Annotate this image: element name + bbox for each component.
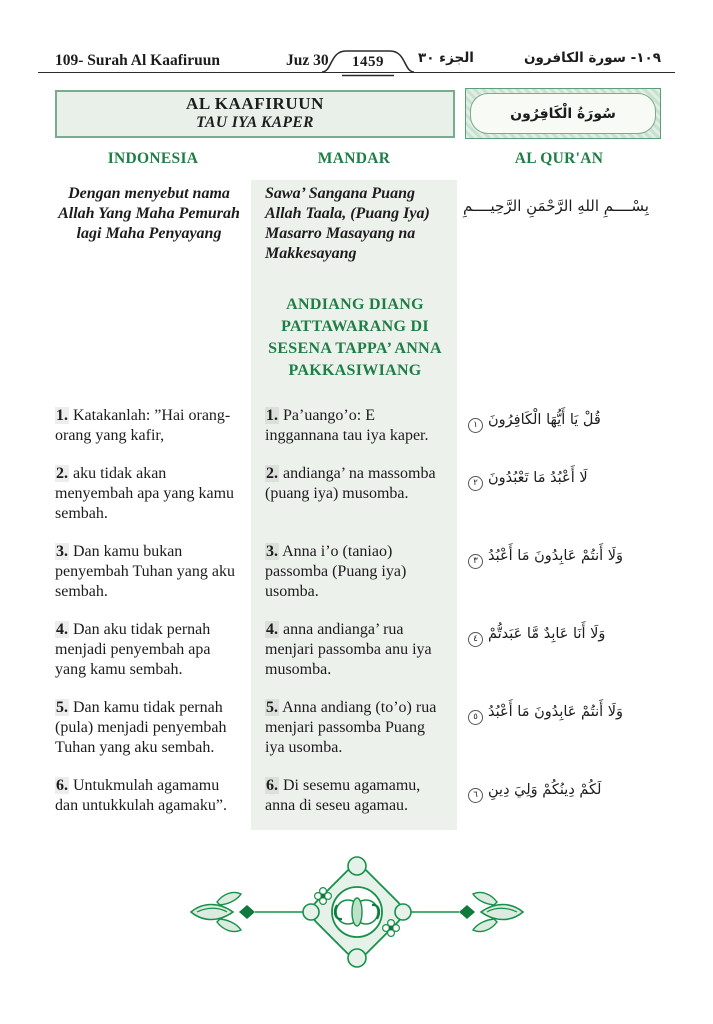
surah-title-mandar: TAU IYA KAPER	[196, 114, 314, 131]
page-number: 1459	[352, 54, 384, 70]
surah-title-banner	[55, 90, 455, 138]
verse-6-indonesia: 6. Untukmulah agamamu dan untukkulah agamaku”.	[55, 777, 227, 814]
ayah-end-marker: ٥	[468, 710, 483, 725]
verse-5-mandar: 5. Anna andiang (to’o) rua menjari passomba Puang iya usomba.	[265, 699, 437, 756]
arabesque-ornament-icon	[187, 852, 527, 972]
page-number-tab	[320, 48, 416, 80]
verse-2-mandar: 2. andianga’ na massomba (puang iya) musomba.	[265, 465, 436, 502]
ayah-end-marker: ١	[468, 418, 483, 433]
verse-2-indonesia: 2. aku tidak akan menyembah apa yang kamu sembah.	[55, 465, 235, 522]
bismillah-indonesia: Dengan menyebut nama Allah Yang Maha Pemurah lagi Maha Penyayang	[58, 185, 240, 242]
column-header-mandar: MANDAR	[317, 150, 391, 167]
surah-title-latin: AL KAAFIRUUN	[185, 94, 324, 113]
verse-3-mandar: 3. Anna i’o (taniao) passomba (Puang iya) usomba.	[265, 543, 407, 600]
column-header-indonesia: INDONESIA	[107, 150, 199, 167]
verse-4-arabic: وَلَا أَنَا عَابِدٌ مَّا عَبَدتُّمْ٤	[457, 616, 661, 694]
verse-1-mandar: 1. Pa’uango’o: E inggannana tau iya kaper.	[265, 407, 429, 444]
footer-ornament	[187, 852, 527, 977]
column-header-quran: AL QUR'AN	[514, 150, 604, 167]
ayah-end-marker: ٢	[468, 476, 483, 491]
bismillah-arabic: بِسْــــمِ اللهِ الرَّحْمَنِ الرَّحِيــــمِ	[463, 197, 649, 215]
verse-4-indonesia: 4. Dan aku tidak pernah menjadi penyembah apa yang kamu sembah.	[55, 621, 211, 678]
surah-title-arabic: سُورَةُ الْكَافِرُون	[470, 93, 656, 134]
ayah-end-marker: ٤	[468, 632, 483, 647]
verse-1-arabic: قُلْ يَا أَيُّهَا الْكَافِرُونَ١	[457, 402, 661, 460]
verse-6-mandar: 6. Di sesemu agamamu, anna di seseu agamau.	[265, 777, 421, 814]
column-headers	[55, 150, 661, 168]
verse-4-mandar: 4. anna andianga’ rua menjari passomba anu iya musomba.	[265, 621, 432, 678]
ayah-end-marker: ٦	[468, 788, 483, 803]
verse-5-indonesia: 5. Dan kamu tidak pernah (pula) menjadi penyembah Tuhan yang aku sembah.	[55, 699, 227, 756]
verse-3-arabic: وَلَا أَنتُمْ عَابِدُونَ مَا أَعْبُدُ٣	[457, 538, 661, 616]
verse-3-indonesia: 3. Dan kamu bukan penyembah Tuhan yang aku sembah.	[55, 543, 235, 600]
header-surah-title: 109- Surah Al Kaafiruun	[55, 52, 220, 69]
mandar-section-heading: ANDIANG DIANG PATTAWARANG DI SESENA TAPPA’ ANNA PAKKASIWIANG	[268, 296, 442, 379]
header-juz-label: Juz 30	[286, 52, 329, 69]
verse-2-arabic: لَا أَعْبُدُ مَا تَعْبُدُونَ٢	[457, 460, 661, 538]
translation-grid	[55, 180, 661, 830]
verse-1-indonesia: 1. Katakanlah: ”Hai orang-orang yang kafir,	[55, 407, 231, 444]
bismillah-mandar: Sawa’ Sangana Puang Allah Taala, (Puang Iya) Masarro Masayang na Makkesayang	[251, 180, 457, 278]
spacer-cell	[55, 278, 251, 402]
spacer-cell	[457, 278, 661, 402]
verse-6-arabic: لَكُمْ دِينُكُمْ وَلِيَ دِينِ٦	[457, 772, 661, 830]
verse-5-arabic: وَلَا أَنتُمْ عَابِدُونَ مَا أَعْبُدُ٥	[457, 694, 661, 772]
ayah-end-marker: ٣	[468, 554, 483, 569]
header-juz-arabic: الجزء ٣٠	[418, 50, 474, 66]
surah-title-cartouche	[465, 88, 661, 139]
header-surah-arabic: ١٠٩- سورة الكافرون	[524, 50, 661, 66]
